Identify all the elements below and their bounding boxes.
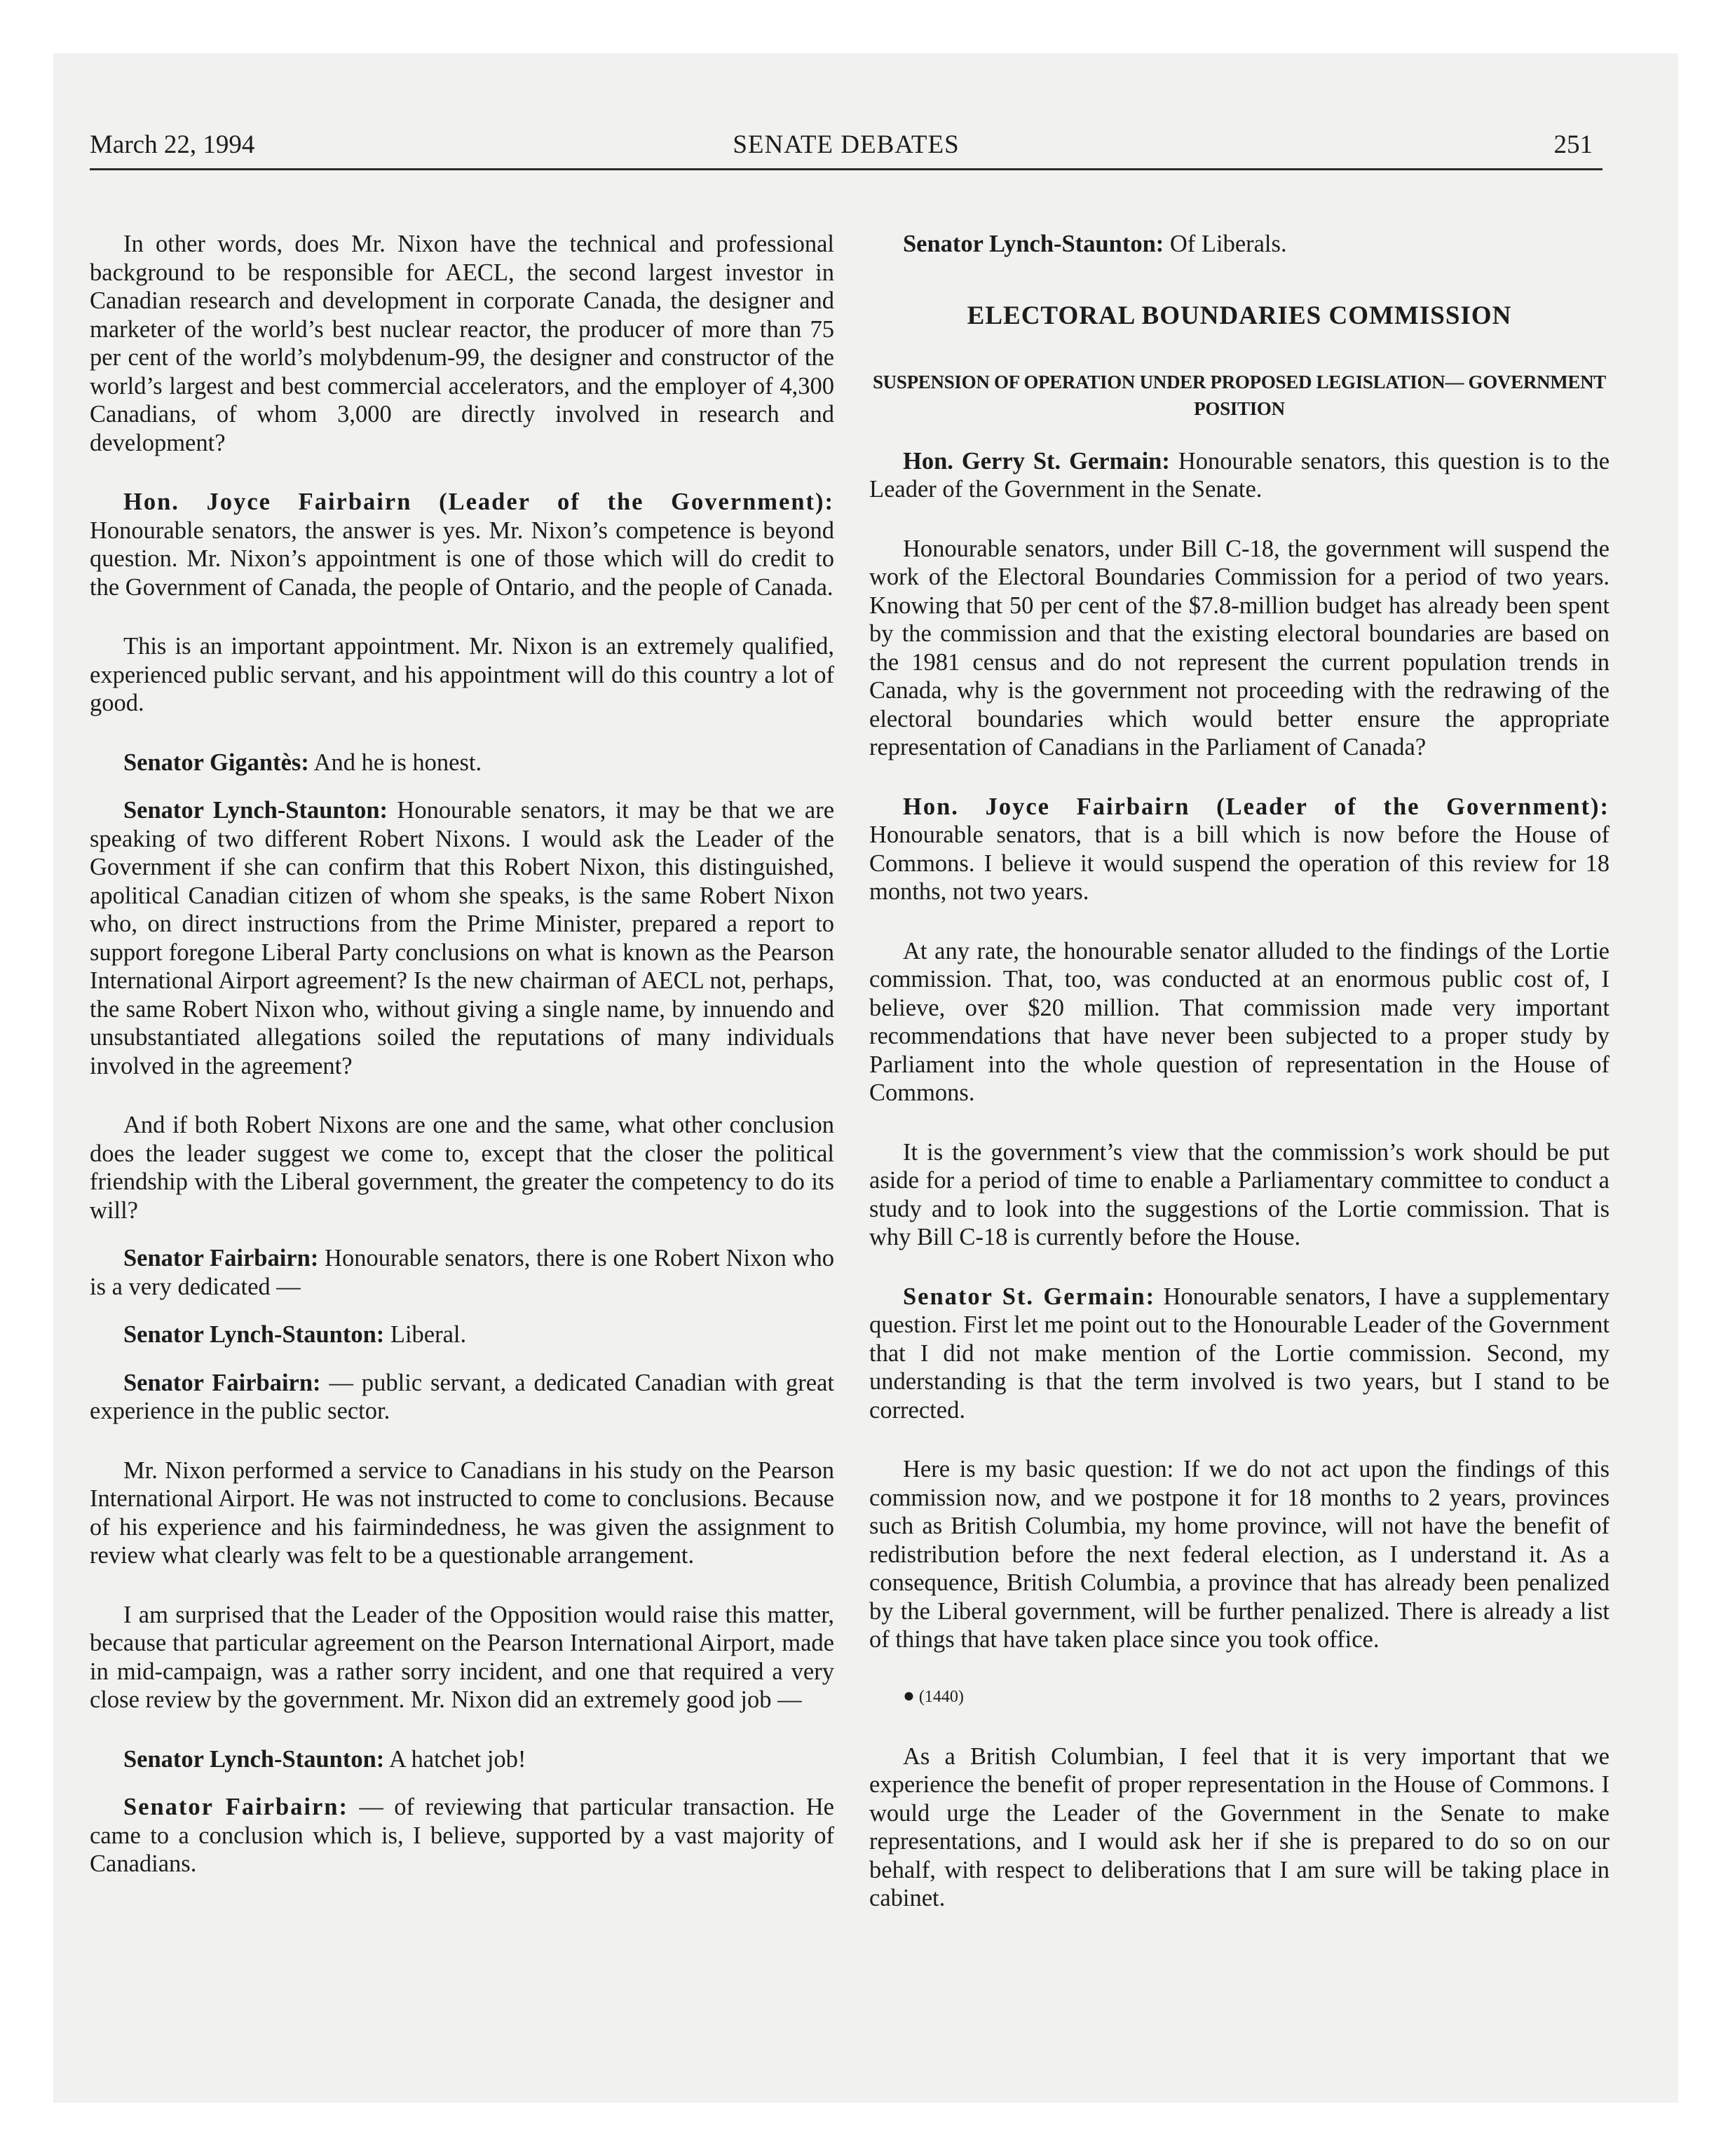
header-date: March 22, 1994 — [90, 130, 255, 159]
paragraph: It is the government’s view that the commission’s work should be put aside for a period of time to enable a Parliamentary committee to conduct a study and to look into the suggestions of the Lortie commission. That is why Bill C-18 is currently before the House. — [869, 1138, 1610, 1250]
paragraph: And if both Robert Nixons are one and the same, what other conclusion does the leader suggest we come to, except that the closer the political friendship with the Liberal government, the greater the competency to do its will? — [90, 1112, 834, 1224]
paragraph: Senator Lynch-Staunton: Honourable senators, it may be that we are speaking of two different Robert Nixons. I would ask the Leader of the Government if she can confirm that this Robert Nixon, this distinguished, apolitical Canadian citizen of whom she speaks, is the same Robert Nixon who, on direct instructions from the Prime Minister, prepared a report to support foregone Liberal Party conclusions on what is known as the Pearson International Airport agreement? Is the new chairman of AECL not, perhaps, the same Robert Nixon who, without giving a single name, by innuendo and unsubstantiated allegations soiled the reputations of many individuals involved in the agreement? — [90, 797, 835, 1079]
speaker-name: Senator Gigantès: — [123, 749, 309, 776]
paragraph: Senator Fairbairn: — public servant, a dedicated Canadian with great experience in the public sector. — [90, 1369, 834, 1424]
speaker-name: Senator Lynch-Staunton: — [123, 1745, 385, 1773]
paragraph: In other words, does Mr. Nixon have the technical and professional background to be responsible for AECL, the second largest investor in Canadian research and development in corporate Canada, the designer and marketer of the world’s best nuclear reactor, the producer of more than 75 per cent of the world’s molybdenum-99, the designer and constructor of the world’s largest and best commercial accelerators, and the employer of 4,300 Canadians, of whom 3,000 are directly involved in research and development? — [90, 231, 834, 456]
paragraph: Senator Lynch-Staunton: A hatchet job! — [123, 1745, 526, 1773]
speaker-name: Senator Lynch-Staunton: — [123, 797, 388, 824]
paragraph: Senator Lynch-Staunton: Liberal. — [123, 1321, 467, 1348]
speaker-name: Hon. Joyce Fairbairn (Leader of the Government): — [903, 793, 1610, 820]
page-header — [90, 128, 1603, 170]
paragraph: Hon. Joyce Fairbairn (Leader of the Government): Honourable senators, that is a bill which is now before the House of Commons. I believe it would suspend the operation of this review for 18 months, not two years. — [869, 793, 1610, 905]
page-number: 251 — [1553, 130, 1593, 159]
paragraph: Senator Lynch-Staunton: Of Liberals. — [903, 231, 1287, 257]
speaker-name: Senator St. Germain: — [903, 1283, 1156, 1310]
paragraph: Senator Fairbairn: — of reviewing that particular transaction. He came to a conclusion which is, I believe, supported by a vast majority of Canadians. — [90, 1794, 834, 1877]
paragraph: Senator St. Germain: Honourable senators, I have a supplementary question. First let me point out to the Honourable Leader of the Government that I did not make mention of the Lortie commission. Second, my understanding is that the term involved is two years, but I stand to be corrected. — [869, 1283, 1610, 1424]
time-marker: ● (1440) — [903, 1684, 964, 1707]
paragraph: As a British Columbian, I feel that it is very important that we experience the benefit of proper representation in the House of Commons. I would urge the Leader of the Government in the Senate to make representations, and I would ask her if she is prepared to do so on our behalf, with respect to deliberations that I am sure will be taking place in cabinet. — [869, 1742, 1610, 1911]
paragraph: Hon. Joyce Fairbairn (Leader of the Government): Honourable senators, the answer is yes. Mr. Nixon’s competence is beyond question. Mr. Nixon’s appointment is one of those which will do credit to the Government of Canada, the people of Ontario, and the people of Canada. — [90, 489, 834, 601]
paragraph: At any rate, the honourable senator alluded to the findings of the Lortie commission. That, too, was conducted at an enormous public cost of, I believe, over $20 million. That commission made very important recommendations that have never been subjected to a proper study by Parliament into the whole question of representation in the House of Commons. — [869, 937, 1610, 1106]
paragraph: Senator Fairbairn: Honourable senators, there is one Robert Nixon who is a very dedicated — — [90, 1245, 834, 1300]
paragraph: Honourable senators, under Bill C-18, the government will suspend the work of the Electoral Boundaries Commission for a period of two years. Knowing that 50 per cent of the $7.8-million budget has already been spent by the commission and that the existing electoral boundaries are based on the 1981 census and do not represent the current population trends in Canada, why is the government not proceeding with the redrawing of the electoral boundaries which would better ensure the appropriate representation of Canadians in the Parliament of Canada? — [869, 535, 1610, 760]
subsection-title: SUSPENSION OF OPERATION UNDER PROPOSED LEGISLATION— GOVERNMENT POSITION — [872, 371, 1607, 419]
paragraph: Mr. Nixon performed a service to Canadians in his study on the Pearson International Airport. He was not instructed to come to conclusions. Because of his experience and his fairmindedness, he was given the assignment to review what clearly was felt to be a questionable arrangement. — [90, 1456, 834, 1569]
bullet-icon: ● — [903, 1684, 915, 1707]
header-title: SENATE DEBATES — [733, 130, 960, 159]
speaker-name: Senator Lynch-Staunton: — [903, 231, 1164, 257]
right-column — [869, 230, 1610, 1944]
speaker-name: Hon. Gerry St. Germain: — [903, 447, 1170, 475]
speaker-name: Hon. Joyce Fairbairn (Leader of the Government): — [123, 489, 834, 515]
paragraph: Hon. Gerry St. Germain: Honourable senators, this question is to the Leader of the Government in the Senate. — [869, 447, 1610, 503]
section-title: ELECTORAL BOUNDARIES COMMISSION — [967, 301, 1512, 330]
paragraph: Senator Gigantès: And he is honest. — [123, 749, 482, 776]
left-column — [90, 230, 834, 1909]
paragraph: I am surprised that the Leader of the Opposition would raise this matter, because that particular agreement on the Pearson International Airport, made in mid-campaign, was a rather sorry incident, and one that required a very close review by the government. Mr. Nixon did an extremely good job — — [90, 1601, 834, 1713]
speaker-name: Senator Fairbairn: — [123, 1245, 319, 1271]
paragraph: Here is my basic question: If we do not act upon the findings of this commission now, and we postpone it for 18 months to 2 years, provinces such as British Columbia, my home province, will not have the benefit of redistribution before the next federal election, as I understand it. As a consequence, British Columbia, a province that has already been penalized by the Liberal government, will be further penalized. There is already a list of things that have taken place since you took office. — [869, 1456, 1610, 1653]
speaker-name: Senator Lynch-Staunton: — [123, 1321, 385, 1348]
speaker-name: Senator Fairbairn: — [123, 1794, 348, 1820]
paragraph: This is an important appointment. Mr. Nixon is an extremely qualified, experienced public servant, and his appointment will do this country a lot of good. — [90, 633, 834, 716]
speaker-name: Senator Fairbairn: — [123, 1369, 321, 1396]
